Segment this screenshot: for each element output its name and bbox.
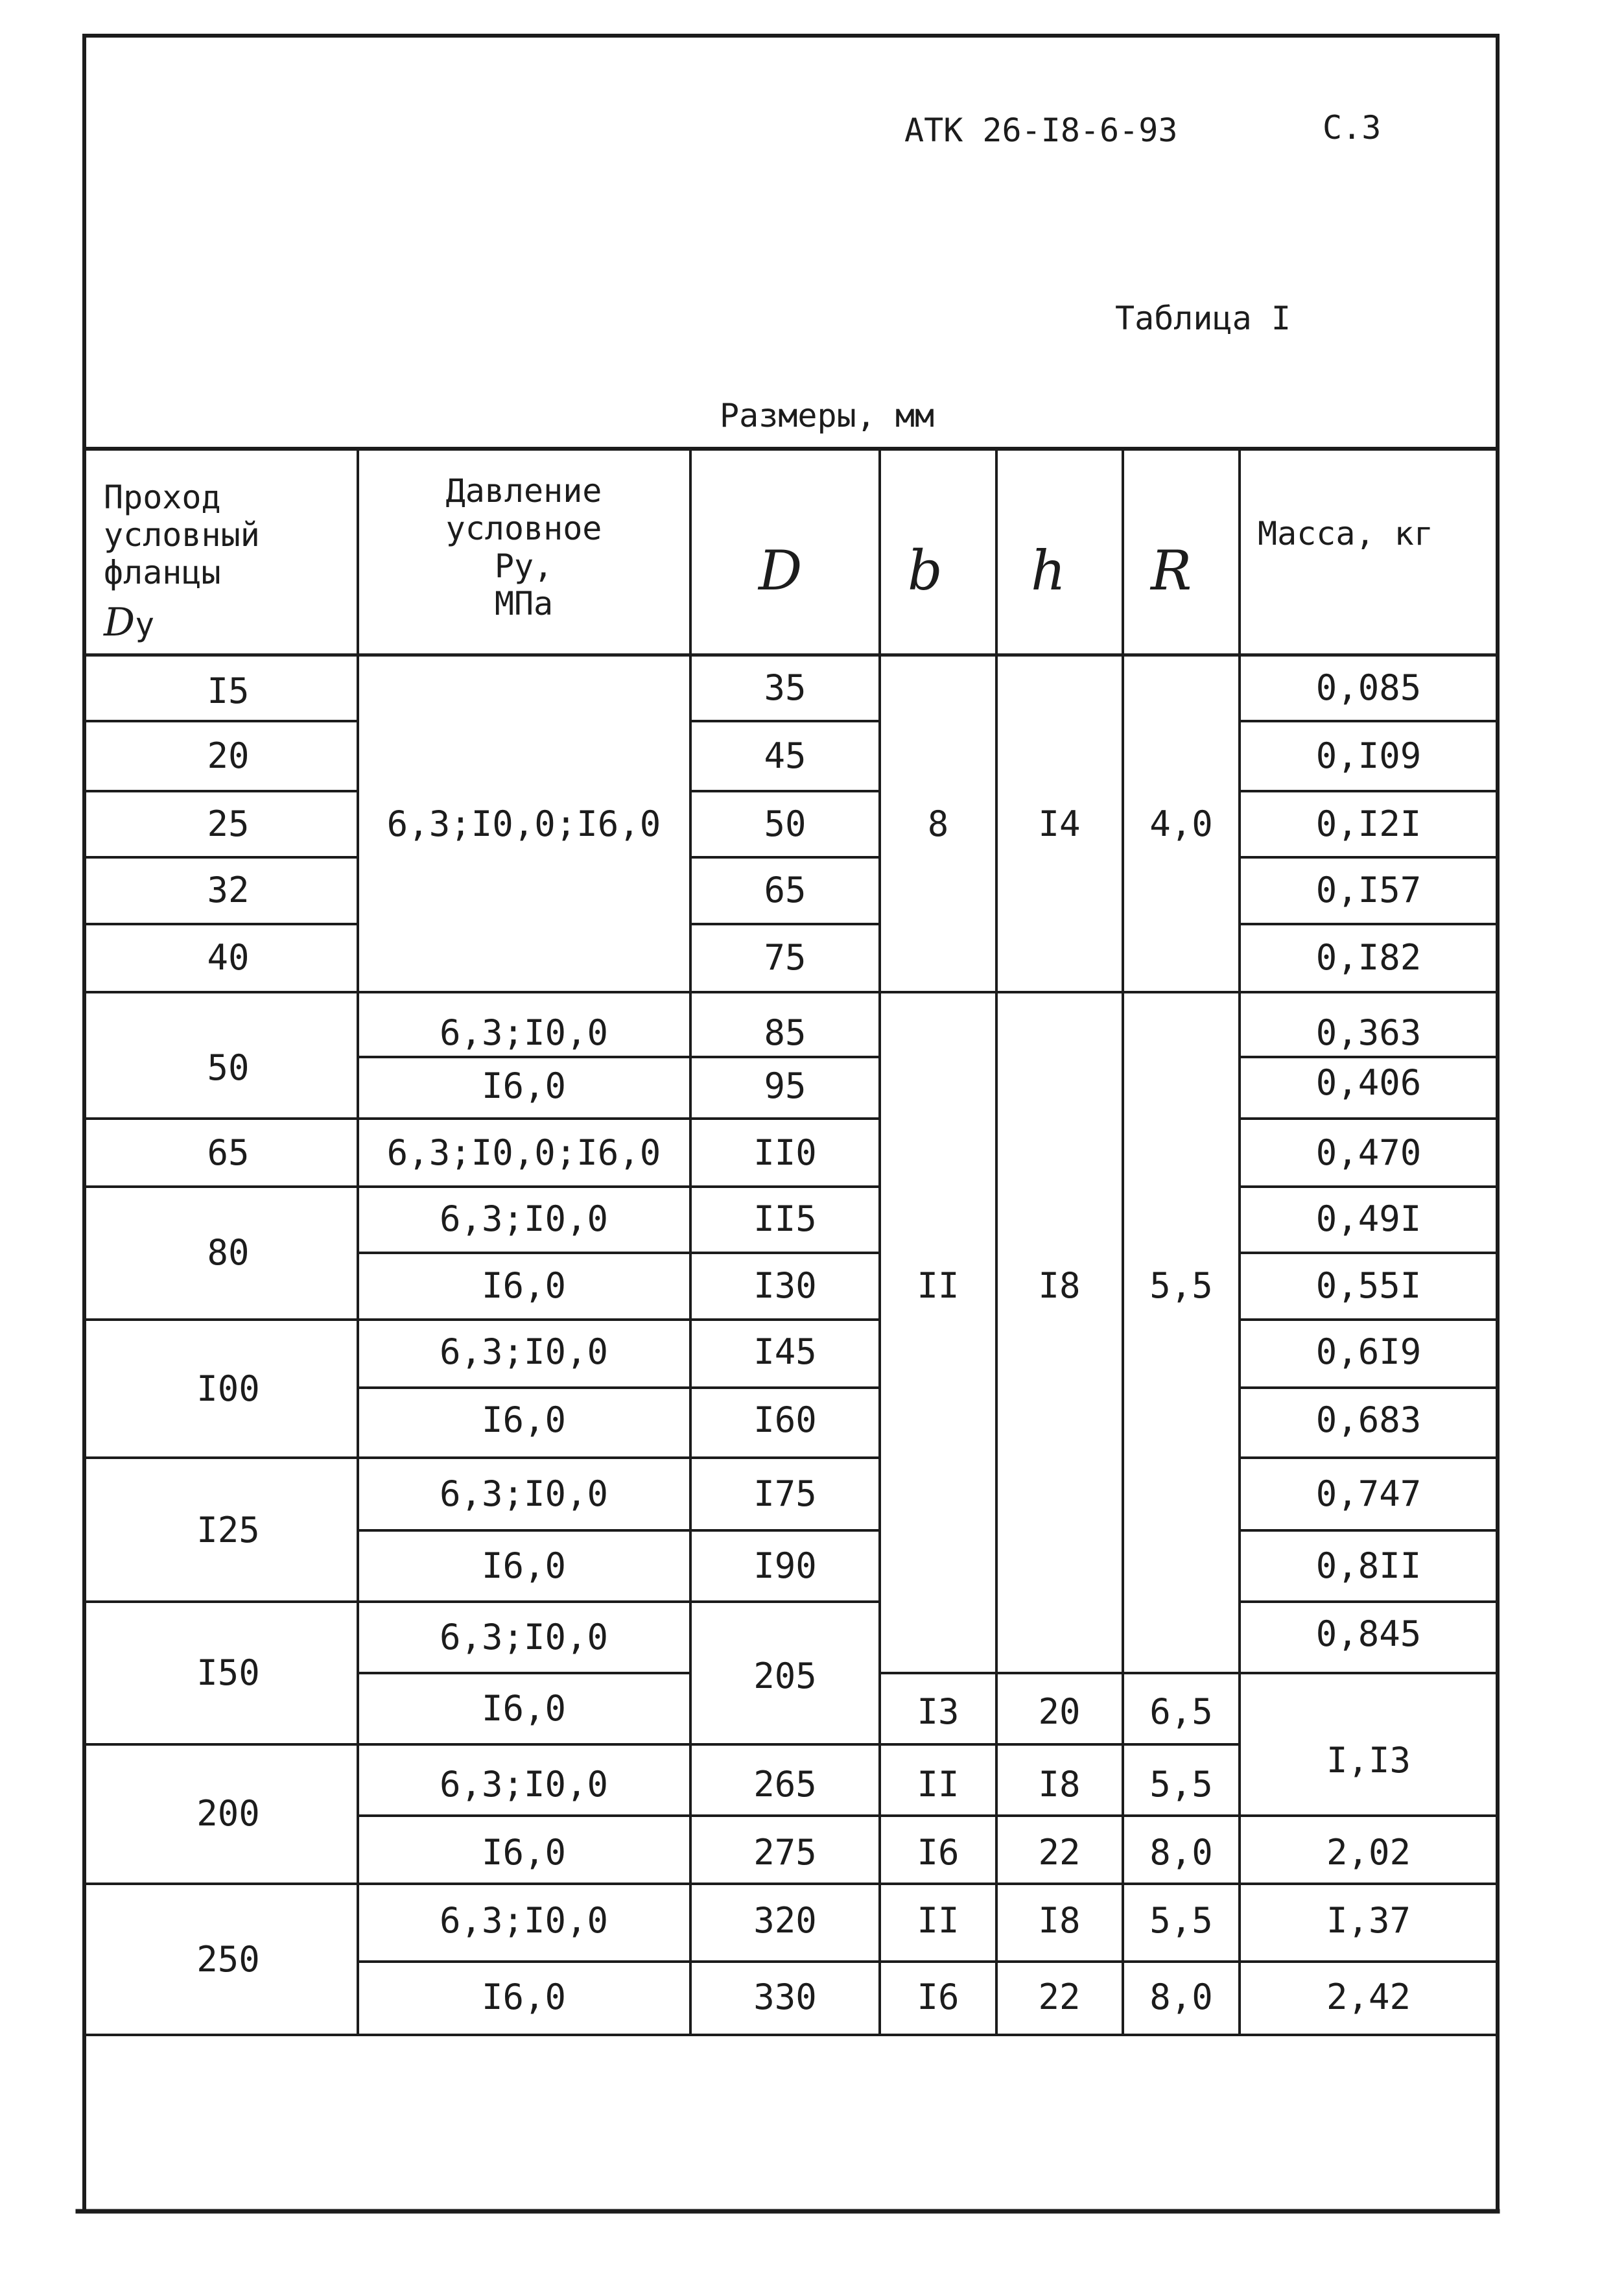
cell-dn-2: 20: [207, 735, 250, 776]
cell-dn-11: I50: [196, 1652, 260, 1693]
cell-h-7: 22: [1038, 1977, 1081, 2017]
column-header-b: b: [908, 539, 943, 602]
cell-d-12: I60: [753, 1399, 817, 1440]
cell-d-16: 265: [753, 1764, 817, 1805]
cell-pressure-10: I6,0: [481, 1545, 567, 1586]
cell-mass-8: 0,470: [1315, 1132, 1422, 1173]
cell-mass-12: 0,683: [1315, 1399, 1422, 1440]
column-header-d: D: [759, 539, 803, 602]
cell-pressure-3: I6,0: [481, 1065, 567, 1106]
cell-b-2: II: [917, 1265, 959, 1306]
cell-pressure-4: 6,3;I0,0;I6,0: [386, 1132, 661, 1173]
cell-d-18: 320: [753, 1900, 817, 1941]
cell-b-3: I3: [917, 1691, 959, 1732]
cell-mass-17: 2,02: [1326, 1832, 1411, 1873]
cell-h-5: 22: [1038, 1832, 1081, 1873]
cell-pressure-13: 6,3;I0,0: [439, 1764, 609, 1805]
cell-d-10: I30: [753, 1265, 817, 1306]
cell-d-3: 50: [764, 803, 806, 844]
cell-pressure-14: I6,0: [481, 1832, 567, 1873]
cell-d-17: 275: [753, 1832, 817, 1873]
cell-mass-19: 2,42: [1326, 1977, 1411, 2017]
cell-d-4: 65: [764, 870, 806, 910]
cell-dn-8: 80: [207, 1232, 250, 1273]
cell-mass-13: 0,747: [1315, 1473, 1422, 1514]
cell-mass-6: 0,363: [1315, 1012, 1422, 1053]
cell-d-1: 35: [764, 667, 806, 708]
cell-pressure-8: I6,0: [481, 1399, 567, 1440]
cell-mass-11: 0,6I9: [1315, 1331, 1422, 1372]
cell-pressure-11: 6,3;I0,0: [439, 1617, 609, 1657]
cell-dn-1: I5: [207, 671, 250, 711]
units-caption: Размеры, мм: [720, 397, 935, 434]
cell-h-6: I8: [1038, 1900, 1081, 1941]
cell-r-1: 4,0: [1149, 803, 1213, 844]
cell-mass-1: 0,085: [1315, 667, 1422, 708]
cell-d-14: I90: [753, 1545, 817, 1586]
cell-b-6: II: [917, 1900, 959, 1941]
column-header-nominal-diameter: Проход условный фланцы: [104, 479, 260, 591]
cell-r-4: 5,5: [1149, 1764, 1213, 1805]
cell-b-1: 8: [927, 803, 949, 844]
cell-mass-9: 0,49I: [1315, 1198, 1422, 1239]
column-header-h: h: [1031, 539, 1066, 602]
cell-pressure-9: 6,3;I0,0: [439, 1473, 609, 1514]
cell-dn-13: 250: [196, 1939, 260, 1980]
cell-pressure-12: I6,0: [481, 1688, 567, 1729]
cell-h-3: 20: [1038, 1691, 1081, 1732]
column-header-dn-symbol: Dу: [104, 600, 155, 645]
cell-d-19: 330: [753, 1977, 817, 2017]
cell-r-5: 8,0: [1149, 1832, 1213, 1873]
cell-mass-18: I,37: [1326, 1900, 1411, 1941]
cell-dn-5: 40: [207, 937, 250, 978]
cell-mass-16: I,I3: [1326, 1740, 1411, 1781]
cell-h-1: I4: [1038, 803, 1081, 844]
cell-r-3: 6,5: [1149, 1691, 1213, 1732]
cell-b-7: I6: [917, 1977, 959, 2017]
cell-pressure-16: I6,0: [481, 1977, 567, 2017]
cell-r-2: 5,5: [1149, 1265, 1213, 1306]
cell-d-2: 45: [764, 735, 806, 776]
cell-d-11: I45: [753, 1331, 817, 1372]
cell-pressure-1: 6,3;I0,0;I6,0: [386, 803, 661, 844]
cell-r-7: 8,0: [1149, 1977, 1213, 2017]
table-title: Таблица I: [1115, 300, 1291, 337]
cell-d-15: 205: [753, 1656, 817, 1696]
cell-mass-3: 0,I2I: [1315, 803, 1422, 844]
cell-pressure-15: 6,3;I0,0: [439, 1900, 609, 1941]
cell-h-2: I8: [1038, 1265, 1081, 1306]
cell-d-5: 75: [764, 937, 806, 978]
cell-b-5: I6: [917, 1832, 959, 1873]
cell-dn-6: 50: [207, 1047, 250, 1088]
cell-d-8: II0: [753, 1132, 817, 1173]
cell-pressure-6: I6,0: [481, 1265, 567, 1306]
page-number: С.3: [1323, 109, 1382, 147]
cell-dn-12: 200: [196, 1793, 260, 1834]
cell-d-13: I75: [753, 1473, 817, 1514]
cell-pressure-5: 6,3;I0,0: [439, 1198, 609, 1239]
cell-d-9: II5: [753, 1198, 817, 1239]
cell-pressure-2: 6,3;I0,0: [439, 1012, 609, 1053]
cell-mass-5: 0,I82: [1315, 937, 1422, 978]
column-header-r: R: [1151, 539, 1192, 602]
cell-mass-7: 0,406: [1315, 1062, 1422, 1103]
column-header-mass: Масса, кг: [1258, 515, 1433, 552]
cell-mass-4: 0,I57: [1315, 870, 1422, 910]
cell-h-4: I8: [1038, 1764, 1081, 1805]
cell-dn-10: I25: [196, 1510, 260, 1550]
cell-mass-14: 0,8II: [1315, 1545, 1422, 1586]
cell-d-6: 85: [764, 1012, 806, 1053]
column-header-pressure: Давление условное Ру, МПа: [445, 472, 602, 623]
cell-dn-7: 65: [207, 1132, 250, 1173]
cell-mass-15: 0,845: [1315, 1613, 1422, 1654]
cell-r-6: 5,5: [1149, 1900, 1213, 1941]
cell-dn-3: 25: [207, 803, 250, 844]
cell-pressure-7: 6,3;I0,0: [439, 1331, 609, 1372]
document-code: АТК 26-I8-6-93: [904, 112, 1178, 149]
cell-mass-2: 0,I09: [1315, 735, 1422, 776]
cell-mass-10: 0,55I: [1315, 1265, 1422, 1306]
cell-dn-4: 32: [207, 870, 250, 910]
cell-b-4: II: [917, 1764, 959, 1805]
cell-dn-9: I00: [196, 1368, 260, 1409]
cell-d-7: 95: [764, 1065, 806, 1106]
